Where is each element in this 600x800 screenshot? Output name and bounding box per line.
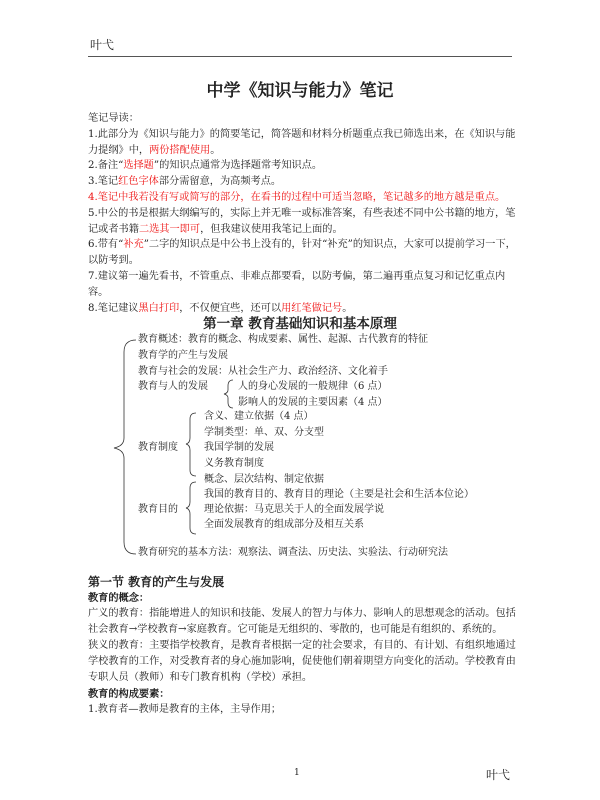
tree-system-child: 学制类型：单、双、分支型 [204, 427, 324, 438]
tree-society: 教育与社会的发展：从社会生产力、政治经济、文化着手 [138, 366, 388, 377]
intro-text: 部分需留意，为高频考点。 [158, 176, 282, 188]
elements-heading: 教育的构成要素： [88, 688, 170, 700]
footer-author: 叶弋 [486, 768, 511, 782]
intro-text: 。 [342, 302, 353, 314]
tree-purpose-child: 我国的教育目的、教育目的理论（主要是社会和生活本位论） [204, 489, 474, 500]
section-title: 第一节 教育的产生与发展 [88, 575, 225, 589]
tree-system-child: 含义、建立依据（4 点） [204, 411, 314, 422]
narrow-definition: 狭义的教育：主要指学校教育，是教育者根据一定的社会要求，有目的、有计划、有组织地通过学校教育的工作，对受教育者的身心施加影响，促使他们朝着期望方向变化的活动。学校教育由专职人员（教师）和专门教育机构（学校）承担。 [88, 640, 516, 683]
intro-text: 。 [210, 144, 221, 156]
tree-methods: 教育研究的基本方法：观察法、调查法、历史法、实验法、行动研究法 [138, 547, 448, 558]
intro-text: 2.备注“ [88, 160, 124, 172]
highlight-text: 补充 [123, 239, 144, 251]
tree-purpose-child: 理论依据：马克思关于人的全面发展学说 [204, 504, 384, 515]
tree-system-child: 我国学制的发展 [204, 442, 274, 453]
highlight-text: 选择题 [123, 160, 154, 172]
highlight-text: 4.笔记中我若没有写或简写的部分，在看书的过程中可适当忽略，笔记越多的地方越是重点。 [88, 191, 506, 203]
tree-purpose-label: 教育目的 [138, 504, 178, 515]
tree-system-child: 义务教育制度 [204, 458, 264, 469]
page-number: 1 [294, 768, 300, 778]
broad-definition: 广义的教育：指能增进人的知识和技能、发展人的智力与体力、影响人的思想观念的活动。包括社会教育→学校教育→家庭教育。它可能是无组织的、零散的，也可能是有组织的、系统的。 [88, 608, 516, 635]
concept-heading: 教育的概念： [88, 592, 150, 604]
header-author: 叶弋 [90, 38, 115, 52]
intro-heading: 笔记导读： [88, 113, 139, 124]
intro-text: ，但我建议使用我笔记上面的。 [200, 223, 343, 235]
highlight-text: 红色字体 [118, 176, 159, 188]
section-body [88, 590, 520, 718]
intro-text: 5.中公的书是根据大纲编写的，实际上并无唯一或标准答案，有些表述不同中公书籍的地方，笔记或者书籍 [88, 207, 516, 235]
highlight-text: 二选其一即可 [138, 223, 201, 235]
highlight-text: 用红笔做记号 [281, 302, 343, 314]
page-title: 中学《知识与能力》笔记 [206, 81, 394, 101]
tree-overview: 教育概述：教育的概念、构成要素、属性、起源、古代教育的特征 [138, 334, 428, 345]
intro-text: ，不仅便宜些，还可以 [179, 302, 282, 314]
tree-purpose-child: 全面发展教育的组成部分及相互关系 [204, 519, 364, 530]
chapter-title: 第一章 教育基础知识和基本原理 [203, 316, 397, 332]
element-item: 1.教育者—教师是教育的主体，主导作用； [88, 704, 282, 715]
tree-person-child: 人的身心发展的一般规律（6 点） [238, 381, 388, 392]
highlight-text: 黑白打印 [138, 302, 180, 314]
intro-text: 3.笔记 [88, 176, 119, 188]
intro-text: ”二字的知识点是中公书上没有的，针对“补充”的知识点，大家可以提前学习一下，以防考到。 [88, 239, 516, 267]
intro-text: ”的知识点通常为选择题常考知识点。 [153, 160, 323, 172]
intro-text: 8.笔记建议 [88, 302, 139, 314]
intro-text: 6.带有“ [88, 239, 124, 251]
tree-purpose-child: 概念、层次结构、制定依据 [204, 474, 324, 485]
tree-system-label: 教育制度 [138, 442, 178, 453]
tree-person-child: 影响人的发展的主要因素（4 点） [238, 397, 388, 408]
intro-text: 1.此部分为《知识与能力》的简要笔记，简答题和材料分析题重点我已筛选出来，在《知识与能力提纲》中， [88, 128, 516, 156]
tree-person-label: 教育与人的发展 [138, 381, 208, 392]
highlight-text: 两份搭配使用 [149, 144, 211, 156]
tree-origin: 教育学的产生与发展 [138, 350, 228, 361]
intro-text: 7.建议第一遍先看书，不管重点、非难点都要看，以防考偏，第二遍再重点复习和记忆重点内容。 [88, 270, 506, 298]
